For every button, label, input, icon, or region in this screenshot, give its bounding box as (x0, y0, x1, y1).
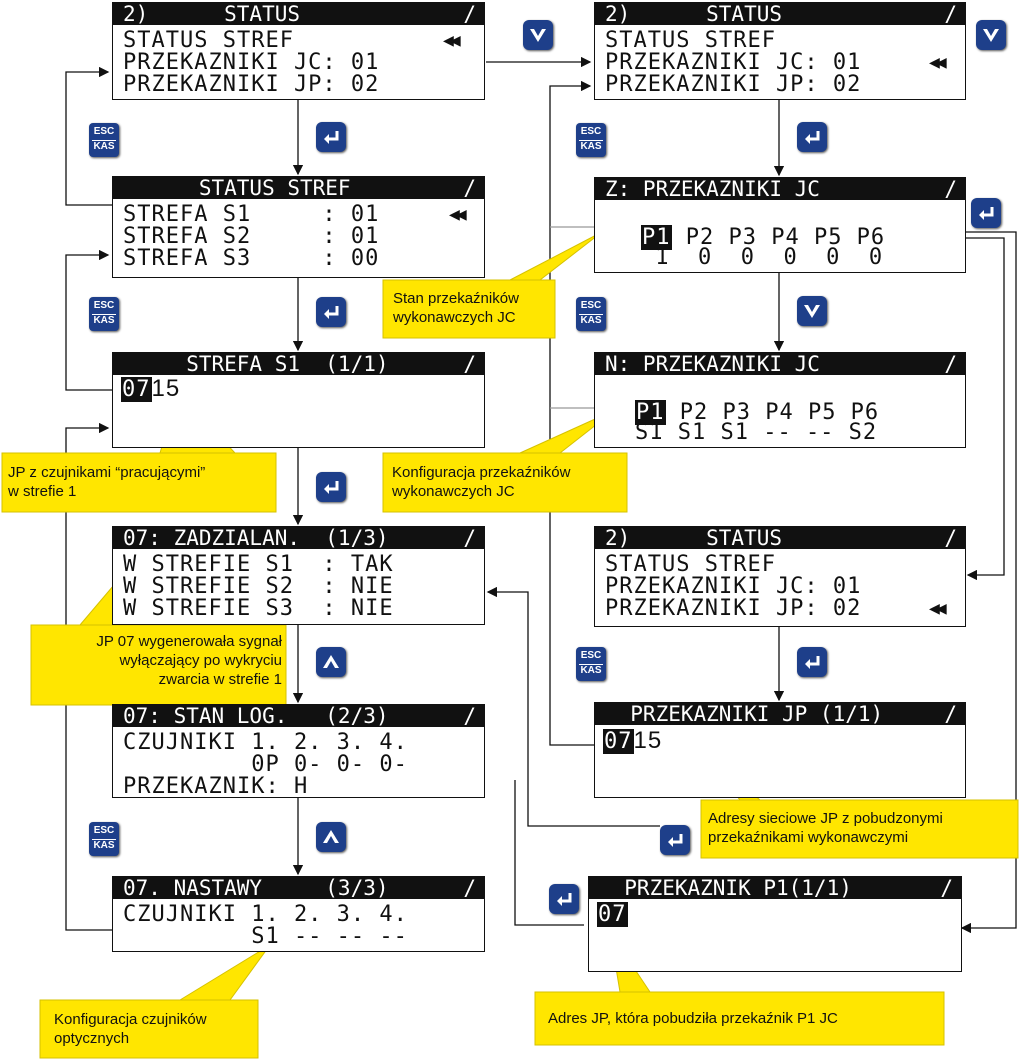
screen-stan-log (112, 704, 485, 798)
callout-stan-jc (393, 289, 519, 327)
callout-jp-czujniki (8, 463, 205, 501)
screen-line: W STREFIE S3 : NIE (123, 596, 394, 621)
screen-header: 07: ZADZIALAN. (1/3) / (113, 527, 484, 549)
callout-konf-jc (392, 463, 570, 501)
screen-line: STREFA S2 : 01 (123, 224, 380, 249)
enter-icon (549, 884, 579, 914)
screen-header: N: PRZEKAZNIKI JC / (595, 353, 965, 375)
callout-line: JP 07 wygenerowała sygnał (96, 633, 282, 650)
esc-label: ESC (580, 300, 602, 311)
kas-label: KAS (93, 840, 115, 851)
callout-line: Adres JP, która pobudziła przekaźnik P1 JC (548, 1010, 838, 1027)
screen-nastawy (112, 876, 485, 952)
enter-icon (797, 122, 827, 152)
enter-button[interactable] (316, 297, 346, 327)
screen-line: CZUJNIKI 1. 2. 3. 4. (123, 730, 408, 755)
enter-button[interactable] (797, 122, 827, 152)
screen-status-left (112, 2, 485, 100)
screen-status-stref (112, 176, 485, 278)
address-list (597, 902, 628, 927)
screen-przekazniki-jc-z (594, 177, 966, 273)
callout-line: wyłączający po wykryciu (119, 652, 282, 669)
selected-address: 07 (122, 377, 151, 402)
callout-line: wykonawczych JC (393, 309, 516, 326)
esc-label: ESC (580, 126, 602, 137)
relay-config: S1 S1 S1 -- -- S2 (635, 420, 878, 445)
screen-line: CZUJNIKI 1. 2. 3. 4. (123, 902, 408, 927)
screen-header: 2) STATUS / (595, 527, 965, 549)
enter-button[interactable] (549, 884, 579, 914)
esc-kas-button[interactable] (89, 297, 119, 331)
enter-button[interactable] (316, 122, 346, 152)
esc-label: ESC (93, 126, 115, 137)
enter-button[interactable] (316, 472, 346, 502)
callout-line: wykonawczych JC (392, 483, 515, 500)
callout-line: zwarcia w strefie 1 (158, 671, 282, 688)
screen-status-right-top (594, 2, 966, 100)
arrow-z-to-status (966, 238, 1004, 575)
screen-line: PRZEKAZNIKI JP: 02 (605, 596, 862, 621)
down-button[interactable] (523, 20, 553, 50)
esc-kas-button[interactable] (576, 123, 606, 157)
relay-names: P2 P3 P4 P5 P6 (665, 400, 880, 425)
callout-konf-czuj (54, 1010, 207, 1048)
esc-kas-button[interactable] (576, 297, 606, 331)
cursor-pointer-icon: ◀◀ (449, 204, 463, 225)
cursor-pointer-icon: ◀◀ (443, 30, 457, 51)
callout-jp07 (36, 632, 282, 689)
chevron-up-icon (316, 822, 346, 852)
screen-header: Z: PRZEKAZNIKI JC / (595, 178, 965, 200)
screen-przekazniki-jp (594, 702, 966, 798)
enter-icon (316, 297, 346, 327)
screen-line: PRZEKAZNIKI JP: 02 (123, 72, 380, 97)
screen-line: STREFA S3 : 00 (123, 246, 380, 271)
callout-line: w strefie 1 (8, 483, 77, 500)
down-button[interactable] (976, 20, 1006, 50)
esc-label: ESC (93, 825, 115, 836)
esc-label: ESC (93, 300, 115, 311)
screen-header: 2) STATUS / (595, 3, 965, 25)
callout-line: Adresy sieciowe JP z pobudzonymi (708, 810, 943, 827)
screen-line: PRZEKAZNIKI JC: 01 (123, 50, 380, 75)
screen-line: STATUS STREF (605, 552, 776, 577)
selected-address: 07 (598, 902, 627, 927)
screen-przekaznik-p1 (588, 876, 962, 972)
callout-line: Konfiguracja czujników (54, 1011, 207, 1028)
callout-line: Konfiguracja przekaźników (392, 464, 571, 481)
screen-line: STATUS STREF (605, 28, 776, 53)
screen-line: W STREFIE S1 : TAK (123, 552, 394, 577)
callout-line: optycznych (54, 1030, 130, 1047)
callout-line: przekaźnikami wykonawczymi (708, 829, 909, 846)
screen-line: PRZEKAZNIKI JP: 02 (605, 72, 862, 97)
enter-button[interactable] (797, 647, 827, 677)
esc-kas-button[interactable] (576, 647, 606, 681)
enter-icon (316, 122, 346, 152)
address-list (603, 727, 663, 754)
down-button[interactable] (797, 296, 827, 326)
selected-address: 07 (604, 729, 633, 754)
enter-icon (971, 198, 1001, 228)
address: 15 (633, 727, 663, 754)
enter-icon (660, 825, 690, 855)
relay-names: P2 P3 P4 P5 P6 (671, 225, 886, 250)
up-button[interactable] (316, 647, 346, 677)
cursor-pointer-icon: ◀◀ (929, 52, 943, 73)
screen-line: STATUS STREF (123, 28, 294, 53)
esc-kas-button[interactable] (89, 123, 119, 157)
kas-label: KAS (93, 315, 115, 326)
callout-adres-p1 (548, 1009, 838, 1028)
screen-przekazniki-jc-n (594, 352, 966, 448)
selected-relay: P1 (642, 225, 671, 250)
screen-header: PRZEKAZNIK P1(1/1) / (589, 877, 961, 899)
screen-header: STREFA S1 (1/1) / (113, 353, 484, 375)
screen-status-right-bottom (594, 526, 966, 627)
esc-kas-button[interactable] (89, 822, 119, 856)
screen-line: W STREFIE S2 : NIE (123, 574, 394, 599)
screen-line: 0P 0- 0- 0- (123, 752, 408, 777)
enter-button[interactable] (971, 198, 1001, 228)
address: 15 (151, 375, 181, 402)
callout-adresy-jp (708, 809, 943, 847)
kas-label: KAS (580, 665, 602, 676)
callout-line: JP z czujnikami “pracującymi” (8, 464, 206, 481)
selected-relay: P1 (636, 400, 665, 425)
screen-line: PRZEKAZNIKI JC: 01 (605, 50, 862, 75)
kas-label: KAS (93, 141, 115, 152)
screen-header: 07. NASTAWY (3/3) / (113, 877, 484, 899)
screen-header: STATUS STREF / (113, 177, 484, 199)
callout-line: Stan przekaźników (393, 290, 519, 307)
enter-icon (797, 647, 827, 677)
relay-states: 1 0 0 0 0 0 (641, 245, 884, 270)
up-button[interactable] (316, 822, 346, 852)
chevron-down-icon (797, 296, 827, 326)
screen-line: PRZEKAZNIK: H (123, 774, 309, 799)
screen-strefa-s1 (112, 352, 485, 448)
screen-zadzialan (112, 526, 485, 625)
screen-header: PRZEKAZNIKI JP (1/1) / (595, 703, 965, 725)
kas-label: KAS (580, 141, 602, 152)
chevron-down-icon (976, 20, 1006, 50)
address-list (121, 375, 181, 402)
chevron-down-icon (523, 20, 553, 50)
screen-line: PRZEKAZNIKI JC: 01 (605, 574, 862, 599)
cursor-pointer-icon: ◀◀ (929, 598, 943, 619)
enter-icon (316, 472, 346, 502)
screen-line: S1 -- -- -- (123, 924, 408, 949)
screen-header: 2) STATUS / (113, 3, 484, 25)
screen-header: 07: STAN LOG. (2/3) / (113, 705, 484, 727)
screen-line: STREFA S1 : 01 (123, 202, 380, 227)
kas-label: KAS (580, 315, 602, 326)
chevron-up-icon (316, 647, 346, 677)
enter-button[interactable] (660, 825, 690, 855)
esc-label: ESC (580, 650, 602, 661)
